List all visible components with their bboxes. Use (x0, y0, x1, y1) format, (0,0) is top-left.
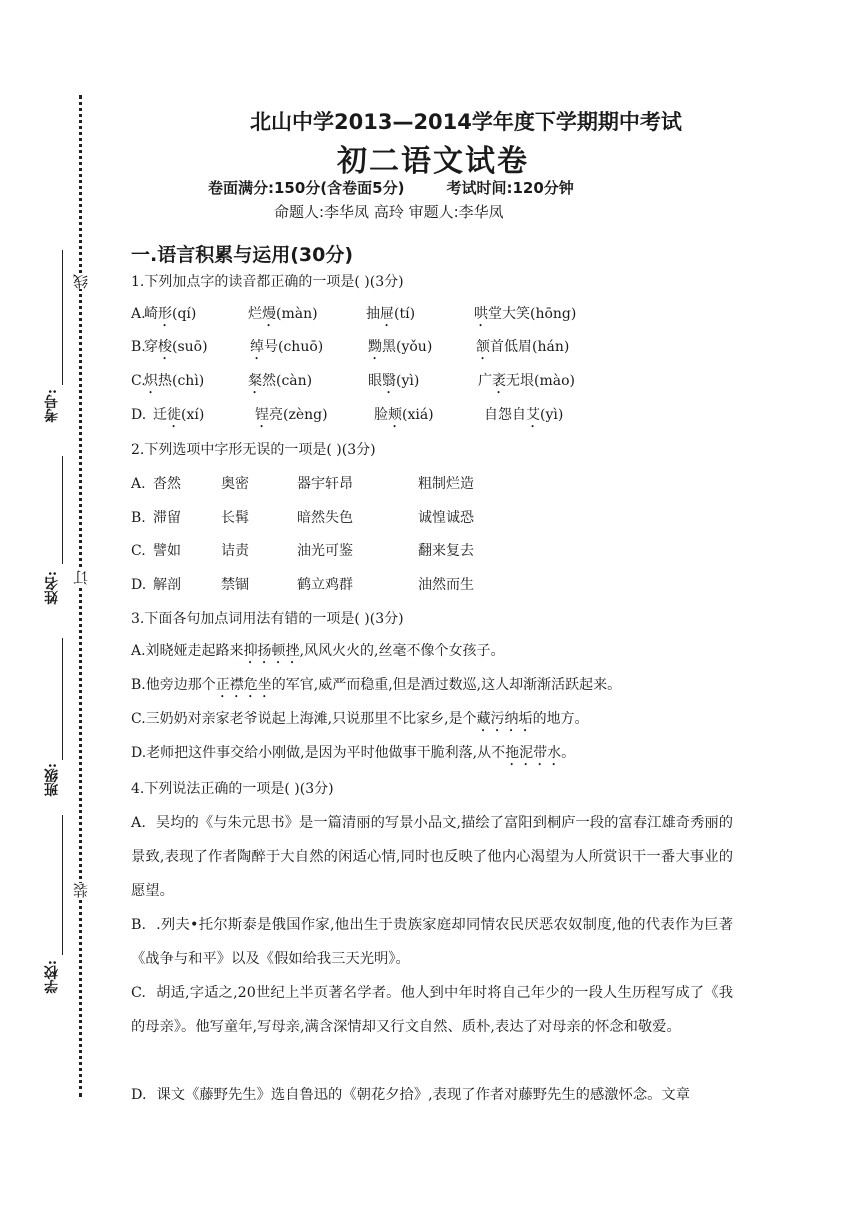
option-text: D.老师把这件事交给小刚做,是因为平时他做事干脆利落,从不 (131, 745, 506, 761)
option-label: D. (131, 1087, 147, 1103)
field-line-class (62, 638, 63, 760)
option-item: 翻来复去 (418, 543, 474, 559)
q4-option-c (131, 976, 733, 1044)
option-label: A. (131, 815, 146, 831)
option-item: 诚惶诚恐 (418, 510, 474, 526)
field-line-exam-no (62, 250, 63, 385)
dotted-phrase: 正襟危坐 (215, 677, 272, 693)
q4-option-d (131, 1078, 733, 1112)
option-text: 胡适,字适之,20世纪上半页著名学者。他人到中年时将自己年少的一段人生历程写成了《我的母亲》。他写童年,写母亲,满含深情却又行文自然、质朴,表达了对母亲的怀念和敬爱。 (131, 985, 733, 1035)
option-item: 长髯 (221, 510, 249, 526)
time-info: 考试时间:120分钟 (446, 179, 574, 197)
option-item: 油光可鉴 (297, 543, 353, 559)
binding-mark-ding: 订 (72, 570, 90, 585)
q3-option-c (131, 709, 589, 735)
q3-option-a (131, 641, 504, 667)
option-text: 的军官,威严而稳重,但是酒过数巡,这人却渐渐活跃起来。 (271, 677, 622, 693)
option-text: 课文《藤野先生》选自鲁迅的《朝花夕拾》,表现了作者对藤野先生的感激怀念。文章 (156, 1087, 691, 1103)
option-item: 黝黑(yǒu) (368, 339, 433, 355)
question-2-stem: 2.下列选项中字形无误的一项是( )(3分) (131, 442, 376, 458)
score-info: 卷面满分:150分(含卷面5分) (208, 179, 405, 197)
field-line-school (62, 815, 63, 955)
question-3-stem: 3.下面各句加点词用法有错的一项是( )(3分) (131, 611, 404, 627)
field-label-class: 班级: (44, 763, 60, 797)
option-label: B. (131, 510, 146, 526)
school-title: 北山中学2013—2014学年度下学期期中考试 (250, 110, 682, 134)
option-item: 穿梭(suō) (144, 339, 208, 355)
option-item: 沓然 (153, 476, 181, 492)
option-text: .列夫•托尔斯泰是俄国作家,他出生于贵族家庭却同情农民厌恶农奴制度,他的代表作为巨著《战争与和平》以及《假如给我三天光明》。 (131, 917, 733, 967)
option-item: 抽屉(tí) (366, 306, 416, 322)
field-label-exam-no: 考号: (44, 389, 60, 423)
option-label: A. (131, 476, 146, 492)
option-item: 粲然(càn) (248, 373, 313, 389)
option-item: 诘责 (221, 543, 249, 559)
option-item: 滞留 (153, 510, 181, 526)
option-label: C. (131, 543, 146, 559)
option-label: B. (131, 917, 147, 933)
option-item: 器宇轩昂 (297, 476, 353, 492)
option-item: 眼翳(yì) (368, 373, 420, 389)
question-1-stem: 1.下列加点字的读音都正确的一项是( )(3分) (131, 274, 404, 290)
binding-dotted-line (79, 95, 82, 1097)
option-item: 广袤无垠(mào) (478, 373, 575, 389)
option-label: B. (131, 339, 146, 355)
option-label: D. (131, 577, 147, 593)
option-text: 的地方。 (532, 711, 589, 727)
option-item: 暗然失色 (297, 510, 353, 526)
option-label: D. (131, 407, 147, 423)
q4-option-a (131, 806, 733, 908)
option-item: 鹤立鸡群 (297, 577, 353, 593)
field-label-school: 学校: (44, 960, 60, 994)
binding-mark-zhuang: 装 (72, 883, 90, 898)
exam-meta (208, 177, 574, 198)
dotted-phrase: 拖泥带水 (505, 745, 562, 761)
option-item: 自怨自艾(yì) (484, 407, 564, 423)
option-text: B.他旁边那个 (131, 677, 216, 693)
option-label: A. (131, 306, 146, 322)
option-item: 崎形(qí) (144, 306, 197, 322)
dotted-phrase: 抑扬顿挫 (243, 643, 300, 659)
option-text: ,风风火火的,丝毫不像个女孩子。 (299, 643, 505, 659)
q3-option-d (131, 743, 575, 769)
option-item: 颔首低眉(hán) (476, 339, 570, 355)
option-item: 哄堂大笑(hōng) (474, 306, 577, 322)
dotted-phrase: 藏污纳垢 (476, 711, 533, 727)
question-4-stem: 4.下列说法正确的一项是( )(3分) (131, 781, 334, 797)
option-text: 吴均的《与朱元思书》是一篇清丽的写景小品文,描绘了富阳到桐庐一段的富春江雄奇秀丽的景致,表现了作者陶醉于大自然的闲适心情,同时也反映了他内心渴望为人所赏识干一番大事业的愿望。 (131, 815, 733, 899)
option-text: C.三奶奶对亲家老爷说起上海滩,只说那里不比家乡,是个 (131, 711, 477, 727)
option-item: 譬如 (153, 543, 181, 559)
section-title: 一.语言积累与运用(30分) (131, 244, 354, 266)
option-item: 烂熳(màn) (248, 306, 318, 322)
option-item: 绰号(chuō) (250, 339, 324, 355)
binding-mark-xian: 线 (72, 274, 90, 289)
exam-title: 初二语文试卷 (337, 144, 529, 179)
option-item: 油然而生 (418, 577, 474, 593)
option-text: 。 (561, 745, 576, 761)
option-label: C. (131, 985, 146, 1001)
option-item: 迁徙(xí) (153, 407, 205, 423)
option-text: A.刘晓娅走起路来 (131, 643, 244, 659)
option-item: 禁锢 (221, 577, 249, 593)
q4-option-b (131, 908, 733, 976)
q3-option-b (131, 675, 621, 701)
option-item: 脸颊(xiá) (374, 407, 434, 423)
option-item: 炽热(chì) (144, 373, 205, 389)
authors-line: 命题人:李华凤 高玲 审题人:李华凤 (274, 203, 504, 221)
option-item: 粗制烂造 (418, 476, 474, 492)
field-line-name (62, 456, 63, 564)
option-item: 解剖 (153, 577, 181, 593)
option-item: 奥密 (221, 476, 249, 492)
option-label: C. (131, 373, 146, 389)
field-label-name: 姓名: (44, 571, 60, 605)
option-item: 锃亮(zèng) (255, 407, 328, 423)
